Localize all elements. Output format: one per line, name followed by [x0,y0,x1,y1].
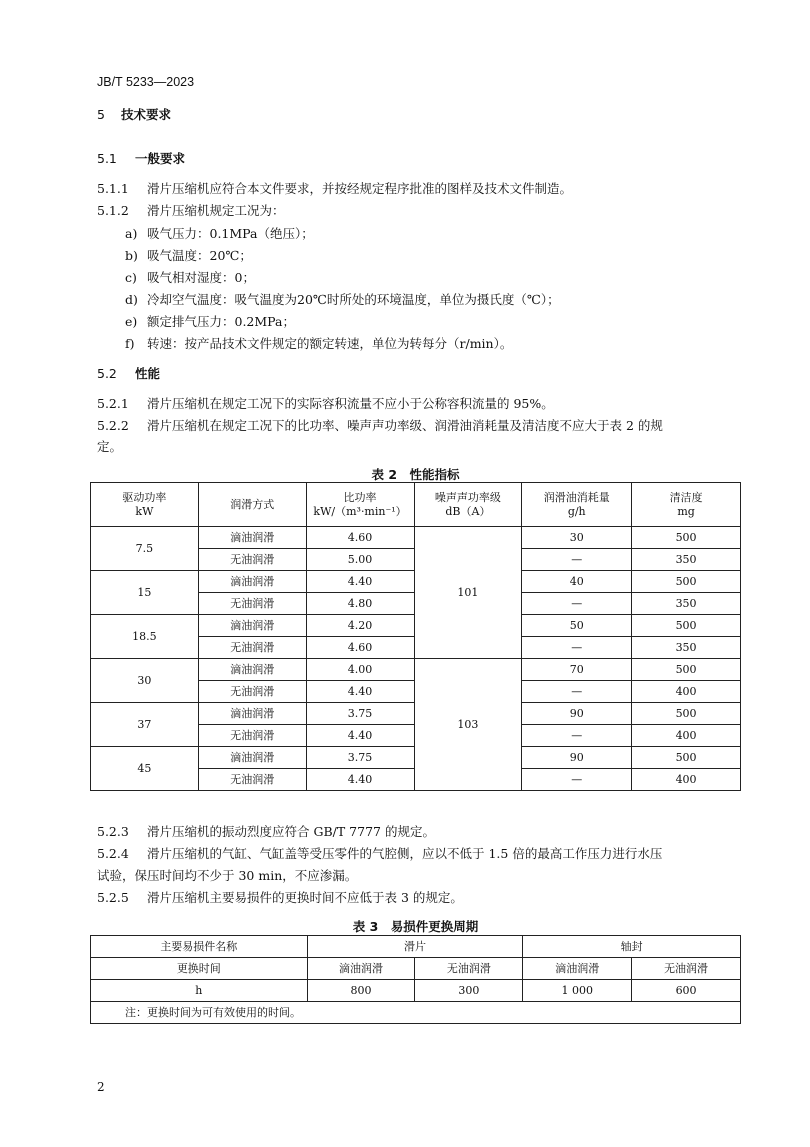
clause-text: 滑片压缩机应符合本文件要求，并按经规定程序批准的图样及技术文件制造。 [147,181,573,196]
cell-power: 15 [91,571,199,615]
document-id: JB/T 5233—2023 [97,75,195,89]
cell-specific-power: 4.60 [306,527,414,549]
cell-specific-power: 4.80 [306,593,414,615]
cell-unit: h [91,980,308,1002]
clause-5-2-5 [97,888,463,906]
cell-lube: 滴油润滑 [523,958,632,980]
clause-text: 滑片压缩机在规定工况下的实际容积流量不应小于公称容积流量的 95%。 [147,396,554,411]
clause-5-2-2-continuation: 定。 [97,439,123,454]
table-row [91,958,741,980]
cell-specific-power: 4.40 [306,571,414,593]
header-noise: 噪声声功率级 dB（A） [414,483,522,527]
clause-text: 滑片压缩机的气缸、气缸盖等受压零件的气腔侧，应以不低于 1.5 倍的最高工作压力进行水压 [147,846,663,861]
clause-5-2-1 [97,394,554,412]
clause-5-1-2 [97,201,285,219]
list-text: 转速：按产品技术文件规定的额定转速，单位为转每分（r/min）。 [147,336,513,351]
table-2-caption: 表 2 性能指标 [371,467,460,482]
header-lube: 润滑方式 [198,483,306,527]
header-oil: 润滑油消耗量 g/h [522,483,632,527]
section-5-heading [97,105,171,123]
section-number: 5.1 [97,151,117,166]
cell-cleanliness: 500 [632,527,741,549]
table-row [91,659,741,681]
header-power: 驱动功率 kW [91,483,199,527]
clause-number: 5.2.3 [97,824,129,839]
table-note-row [91,1002,741,1024]
section-title: 技术要求 [121,107,172,122]
cell-replace-time-label: 更换时间 [91,958,308,980]
cell-vane: 滑片 [307,936,523,958]
cell-lube: 无油润滑 [198,681,306,703]
cell-lube: 无油润滑 [198,725,306,747]
cell-oil: 70 [522,659,632,681]
section-number: 5 [97,107,105,122]
clause-text: 滑片压缩机规定工况为： [147,203,285,218]
list-label: e) [125,314,138,329]
clause-5-2-4 [97,844,662,862]
list-label: d) [125,292,138,307]
section-title: 性能 [135,366,161,381]
cell-lube: 无油润滑 [198,593,306,615]
list-text: 冷却空气温度：吸气温度为20℃时所处的环境温度，单位为摄氏度（℃）； [147,292,560,307]
list-text: 吸气压力：0.1MPa（绝压）； [147,226,314,241]
cell-lube: 滴油润滑 [198,703,306,725]
cell-oil: — [522,769,632,791]
cell-power: 30 [91,659,199,703]
cell-cleanliness: 400 [632,769,741,791]
cell-noise: 101 [414,527,522,659]
cell-lube: 无油润滑 [632,958,741,980]
list-label: c) [125,270,137,285]
cell-oil: — [522,593,632,615]
cell-lube: 无油润滑 [198,769,306,791]
cell-oil: 90 [522,747,632,769]
wear-parts-table [90,935,741,1024]
cell-cleanliness: 350 [632,593,741,615]
cell-lube: 无油润滑 [198,549,306,571]
list-text: 额定排气压力：0.2MPa； [147,314,295,329]
table-row [91,980,741,1002]
header-cleanliness: 清洁度 mg [632,483,741,527]
cell-lube: 无油润滑 [198,637,306,659]
cell-specific-power: 4.60 [306,637,414,659]
section-5-2-heading [97,364,160,382]
cell-lube: 滴油润滑 [198,659,306,681]
cell-specific-power: 4.40 [306,725,414,747]
cell-hours: 600 [632,980,741,1002]
cell-power: 45 [91,747,199,791]
table-note: 注：更换时间为可有效使用的时间。 [91,1002,741,1024]
cell-shaft-seal: 轴封 [523,936,741,958]
cell-specific-power: 4.40 [306,681,414,703]
clause-5-1-1 [97,179,572,197]
list-item [125,334,512,352]
section-number: 5.2 [97,366,117,381]
cell-noise: 103 [414,659,522,791]
header-specific-power: 比功率 kW/（m³·min⁻¹） [306,483,414,527]
clause-text: 滑片压缩机在规定工况下的比功率、噪声声功率级、润滑油消耗量及清洁度不应大于表 2 的规 [147,418,663,433]
clause-number: 5.2.1 [97,396,129,411]
cell-specific-power: 5.00 [306,549,414,571]
section-title: 一般要求 [135,151,186,166]
clause-number: 5.1.2 [97,203,129,218]
cell-oil: — [522,681,632,703]
cell-cleanliness: 500 [632,615,741,637]
cell-cleanliness: 500 [632,747,741,769]
cell-cleanliness: 350 [632,549,741,571]
cell-hours: 800 [307,980,415,1002]
list-item [125,224,314,242]
clause-5-2-2 [97,416,663,434]
list-item [125,312,295,330]
list-item [125,246,252,264]
cell-specific-power: 4.20 [306,615,414,637]
clause-text: 滑片压缩机主要易损件的更换时间不应低于表 3 的规定。 [147,890,463,905]
cell-lube: 滴油润滑 [198,747,306,769]
list-label: a) [125,226,138,241]
cell-part-name-label: 主要易损件名称 [91,936,308,958]
table-header-row [91,483,741,527]
section-5-1-heading [97,149,185,167]
cell-lube: 滴油润滑 [198,527,306,549]
list-text: 吸气相对湿度：0； [147,270,255,285]
cell-specific-power: 4.40 [306,769,414,791]
cell-power: 18.5 [91,615,199,659]
cell-hours: 300 [415,980,523,1002]
cell-hours: 1 000 [523,980,632,1002]
cell-lube: 滴油润滑 [198,571,306,593]
clause-number: 5.2.4 [97,846,129,861]
cell-oil: — [522,549,632,571]
cell-oil: — [522,725,632,747]
cell-specific-power: 3.75 [306,703,414,725]
cell-lube: 无油润滑 [415,958,523,980]
cell-cleanliness: 500 [632,659,741,681]
cell-power: 7.5 [91,527,199,571]
list-item [125,268,255,286]
cell-specific-power: 3.75 [306,747,414,769]
cell-cleanliness: 400 [632,725,741,747]
cell-cleanliness: 500 [632,571,741,593]
list-label: f) [125,336,135,351]
cell-cleanliness: 400 [632,681,741,703]
cell-oil: 40 [522,571,632,593]
list-text: 吸气温度：20℃； [147,248,252,263]
cell-oil: — [522,637,632,659]
clause-number: 5.1.1 [97,181,129,196]
cell-oil: 50 [522,615,632,637]
list-item [125,290,560,308]
cell-oil: 90 [522,703,632,725]
page-number: 2 [97,1080,105,1094]
cell-power: 37 [91,703,199,747]
table-row [91,936,741,958]
clause-5-2-3 [97,822,435,840]
table-3-caption: 表 3 易损件更换周期 [352,919,479,934]
cell-lube: 滴油润滑 [198,615,306,637]
clause-number: 5.2.2 [97,418,129,433]
cell-cleanliness: 500 [632,703,741,725]
clause-number: 5.2.5 [97,890,129,905]
list-label: b) [125,248,138,263]
clause-5-2-4-continuation: 试验，保压时间均不少于 30 min，不应渗漏。 [97,868,358,883]
cell-specific-power: 4.00 [306,659,414,681]
table-row [91,527,741,549]
cell-oil: 30 [522,527,632,549]
performance-table [90,482,741,791]
cell-lube: 滴油润滑 [307,958,415,980]
clause-text: 滑片压缩机的振动烈度应符合 GB/T 7777 的规定。 [147,824,435,839]
cell-cleanliness: 350 [632,637,741,659]
